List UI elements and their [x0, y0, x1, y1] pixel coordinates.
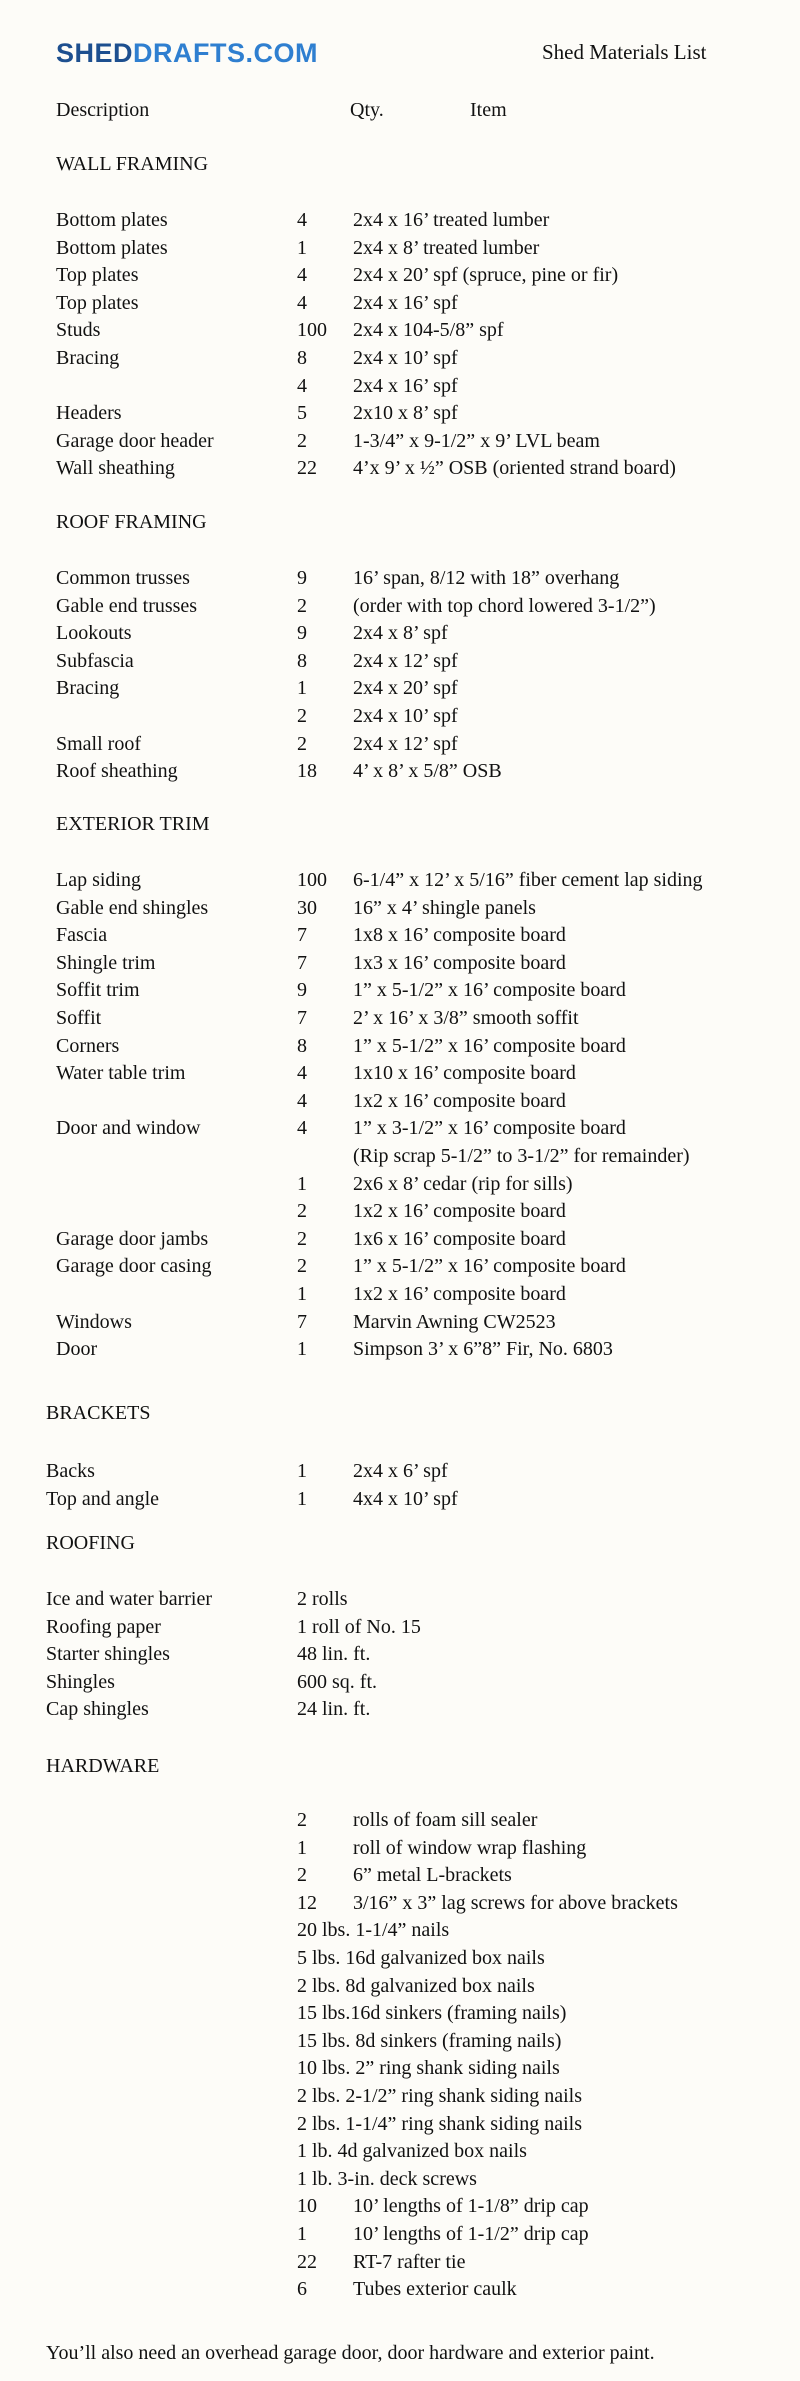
row-description: Backs	[46, 1460, 95, 1482]
section-heading: ROOF FRAMING	[56, 511, 207, 533]
row-quantity: 2	[297, 430, 307, 452]
row-quantity: 7	[297, 952, 307, 974]
row-description: Studs	[56, 319, 101, 341]
row-quantity: 4	[297, 1062, 307, 1084]
row-description: Headers	[56, 402, 122, 424]
row-quantity: 6	[297, 2278, 307, 2300]
column-header-item: Item	[470, 99, 507, 121]
row-item: 2x4 x 104-5/8” spf	[353, 319, 504, 341]
row-description: Cap shingles	[46, 1698, 149, 1720]
row-quantity: 1 roll of No. 15	[297, 1616, 421, 1638]
row-quantity: 4	[297, 264, 307, 286]
row-quantity: 2 lbs. 1-1/4” ring shank siding nails	[297, 2113, 582, 2135]
row-item: Simpson 3’ x 6”8” Fir, No. 6803	[353, 1338, 613, 1360]
row-description: Wall sheathing	[56, 457, 175, 479]
row-description: Shingle trim	[56, 952, 156, 974]
row-item: 1-3/4” x 9-1/2” x 9’ LVL beam	[353, 430, 600, 452]
row-item: 4’x 9’ x ½” OSB (oriented strand board)	[353, 457, 676, 479]
row-description: Corners	[56, 1035, 120, 1057]
row-quantity: 2	[297, 1809, 307, 1831]
row-quantity: 1	[297, 1173, 307, 1195]
row-quantity: 1	[297, 1837, 307, 1859]
row-item: 10’ lengths of 1-1/8” drip cap	[353, 2195, 589, 2217]
row-quantity: 9	[297, 622, 307, 644]
page-title: Shed Materials List	[542, 40, 707, 64]
row-item: 1x2 x 16’ composite board	[353, 1200, 566, 1222]
row-item: 2x4 x 6’ spf	[353, 1460, 448, 1482]
row-description: Top and angle	[46, 1488, 160, 1510]
section-heading: BRACKETS	[46, 1402, 151, 1424]
row-quantity: 15 lbs.16d sinkers (framing nails)	[297, 2002, 567, 2024]
row-quantity: 1	[297, 1460, 307, 1482]
row-quantity: 22	[297, 2251, 317, 2273]
row-item: 1x2 x 16’ composite board	[353, 1283, 566, 1305]
row-quantity: 2	[297, 1200, 307, 1222]
row-description: Soffit trim	[56, 979, 140, 1001]
row-description: Garage door header	[56, 430, 214, 452]
row-description: Roofing paper	[46, 1616, 161, 1638]
row-quantity: 15 lbs. 8d sinkers (framing nails)	[297, 2030, 562, 2052]
row-item: 2’ x 16’ x 3/8” smooth soffit	[353, 1007, 579, 1029]
row-item: 2x4 x 20’ spf	[353, 677, 458, 699]
row-description: Bracing	[56, 677, 120, 699]
row-quantity: 100	[297, 869, 327, 891]
row-quantity: 2	[297, 1864, 307, 1886]
row-quantity: 1 lb. 3-in. deck screws	[297, 2168, 477, 2190]
row-quantity: 2	[297, 1255, 307, 1277]
row-description: Windows	[56, 1311, 132, 1333]
row-quantity: 7	[297, 1007, 307, 1029]
row-item: 16” x 4’ shingle panels	[353, 897, 536, 919]
row-item: 16’ span, 8/12 with 18” overhang	[353, 567, 620, 589]
row-quantity: 8	[297, 1035, 307, 1057]
footer-note: You’ll also need an overhead garage door, door hardware and exterior paint.	[46, 2342, 655, 2364]
row-quantity: 5 lbs. 16d galvanized box nails	[297, 1947, 545, 1969]
row-description: Top plates	[56, 292, 139, 314]
section-heading: HARDWARE	[46, 1755, 160, 1777]
row-item: roll of window wrap flashing	[353, 1837, 587, 1859]
row-description: Common trusses	[56, 567, 190, 589]
row-quantity: 2	[297, 595, 307, 617]
row-item: 1x8 x 16’ composite board	[353, 924, 566, 946]
row-quantity: 12	[297, 1892, 317, 1914]
row-item: 1” x 5-1/2” x 16’ composite board	[353, 1255, 626, 1277]
row-item: 1” x 3-1/2” x 16’ composite board	[353, 1117, 626, 1139]
row-description: Ice and water barrier	[46, 1588, 212, 1610]
row-item: 2x4 x 10’ spf	[353, 347, 458, 369]
section-heading: EXTERIOR TRIM	[56, 813, 210, 835]
row-item: 2x4 x 20’ spf (spruce, pine or fir)	[353, 264, 619, 286]
row-quantity: 7	[297, 1311, 307, 1333]
row-description: Garage door jambs	[56, 1228, 209, 1250]
row-item: 4x4 x 10’ spf	[353, 1488, 458, 1510]
row-item: 2x6 x 8’ cedar (rip for sills)	[353, 1173, 573, 1195]
row-item: 1x2 x 16’ composite board	[353, 1090, 566, 1112]
row-quantity: 1	[297, 1488, 307, 1510]
row-quantity: 2 lbs. 8d galvanized box nails	[297, 1975, 535, 1997]
row-quantity: 8	[297, 347, 307, 369]
row-quantity: 10 lbs. 2” ring shank siding nails	[297, 2057, 560, 2079]
row-description: Bottom plates	[56, 237, 168, 259]
row-description: Gable end trusses	[56, 595, 198, 617]
row-item: 1x10 x 16’ composite board	[353, 1062, 576, 1084]
row-quantity: 2 lbs. 2-1/2” ring shank siding nails	[297, 2085, 582, 2107]
row-quantity: 30	[297, 897, 317, 919]
row-quantity: 600 sq. ft.	[297, 1671, 377, 1693]
row-description: Roof sheathing	[56, 760, 178, 782]
row-quantity: 18	[297, 760, 317, 782]
row-item: 2x10 x 8’ spf	[353, 402, 458, 424]
row-quantity: 4	[297, 209, 307, 231]
row-quantity: 2	[297, 733, 307, 755]
row-description: Starter shingles	[46, 1643, 170, 1665]
section-heading: WALL FRAMING	[56, 153, 209, 175]
row-description: Door and window	[56, 1117, 201, 1139]
row-item: rolls of foam sill sealer	[353, 1809, 538, 1831]
row-item: 2x4 x 16’ treated lumber	[353, 209, 550, 231]
row-item: 2x4 x 12’ spf	[353, 733, 458, 755]
row-quantity: 1 lb. 4d galvanized box nails	[297, 2140, 527, 2162]
row-item: 3/16” x 3” lag screws for above brackets	[353, 1892, 678, 1914]
row-description: Garage door casing	[56, 1255, 212, 1277]
row-item: Marvin Awning CW2523	[353, 1311, 556, 1333]
row-quantity: 20 lbs. 1-1/4” nails	[297, 1919, 450, 1941]
row-description: Shingles	[46, 1671, 115, 1693]
row-description: Soffit	[56, 1007, 102, 1029]
shed-drafts-logo: SHEDDRAFTS.COM	[56, 38, 318, 68]
row-quantity: 1	[297, 2223, 307, 2245]
row-description: Water table trim	[56, 1062, 186, 1084]
row-quantity: 48 lin. ft.	[297, 1643, 371, 1665]
row-item: 4’ x 8’ x 5/8” OSB	[353, 760, 502, 782]
row-quantity: 22	[297, 457, 317, 479]
row-item: 1” x 5-1/2” x 16’ composite board	[353, 979, 626, 1001]
row-quantity: 4	[297, 1117, 307, 1139]
row-item: 2x4 x 16’ spf	[353, 375, 458, 397]
row-item: (Rip scrap 5-1/2” to 3-1/2” for remainder)	[353, 1145, 690, 1167]
column-header-qty: Qty.	[350, 99, 384, 121]
row-quantity: 2	[297, 705, 307, 727]
row-item: 1x6 x 16’ composite board	[353, 1228, 566, 1250]
row-quantity: 4	[297, 1090, 307, 1112]
row-description: Bottom plates	[56, 209, 168, 231]
row-item: 6-1/4” x 12’ x 5/16” fiber cement lap siding	[353, 869, 703, 891]
row-quantity: 1	[297, 1283, 307, 1305]
row-item: 6” metal L-brackets	[353, 1864, 512, 1886]
row-description: Bracing	[56, 347, 120, 369]
row-quantity: 4	[297, 292, 307, 314]
row-quantity: 9	[297, 567, 307, 589]
row-description: Fascia	[56, 924, 108, 946]
row-description: Subfascia	[56, 650, 134, 672]
row-description: Gable end shingles	[56, 897, 209, 919]
row-description: Door	[56, 1338, 98, 1360]
row-item: (order with top chord lowered 3-1/2”)	[353, 595, 656, 617]
row-quantity: 24 lin. ft.	[297, 1698, 371, 1720]
row-quantity: 5	[297, 402, 307, 424]
row-quantity: 100	[297, 319, 327, 341]
row-item: 2x4 x 8’ spf	[353, 622, 448, 644]
row-description: Lap siding	[56, 869, 141, 891]
row-item: 10’ lengths of 1-1/2” drip cap	[353, 2223, 589, 2245]
row-quantity: 1	[297, 677, 307, 699]
row-item: 1” x 5-1/2” x 16’ composite board	[353, 1035, 626, 1057]
row-quantity: 9	[297, 979, 307, 1001]
row-quantity: 8	[297, 650, 307, 672]
column-header-description: Description	[56, 99, 150, 121]
row-description: Small roof	[56, 733, 141, 755]
row-quantity: 7	[297, 924, 307, 946]
row-item: RT-7 rafter tie	[353, 2251, 466, 2273]
row-item: Tubes exterior caulk	[353, 2278, 517, 2300]
row-quantity: 2 rolls	[297, 1588, 348, 1610]
row-item: 2x4 x 16’ spf	[353, 292, 458, 314]
row-item: 2x4 x 10’ spf	[353, 705, 458, 727]
row-item: 2x4 x 12’ spf	[353, 650, 458, 672]
row-item: 1x3 x 16’ composite board	[353, 952, 566, 974]
row-item: 2x4 x 8’ treated lumber	[353, 237, 540, 259]
row-quantity: 1	[297, 1338, 307, 1360]
row-quantity: 4	[297, 375, 307, 397]
row-quantity: 2	[297, 1228, 307, 1250]
row-quantity: 10	[297, 2195, 317, 2217]
row-description: Lookouts	[56, 622, 132, 644]
row-quantity: 1	[297, 237, 307, 259]
section-heading: ROOFING	[46, 1532, 135, 1554]
row-description: Top plates	[56, 264, 139, 286]
